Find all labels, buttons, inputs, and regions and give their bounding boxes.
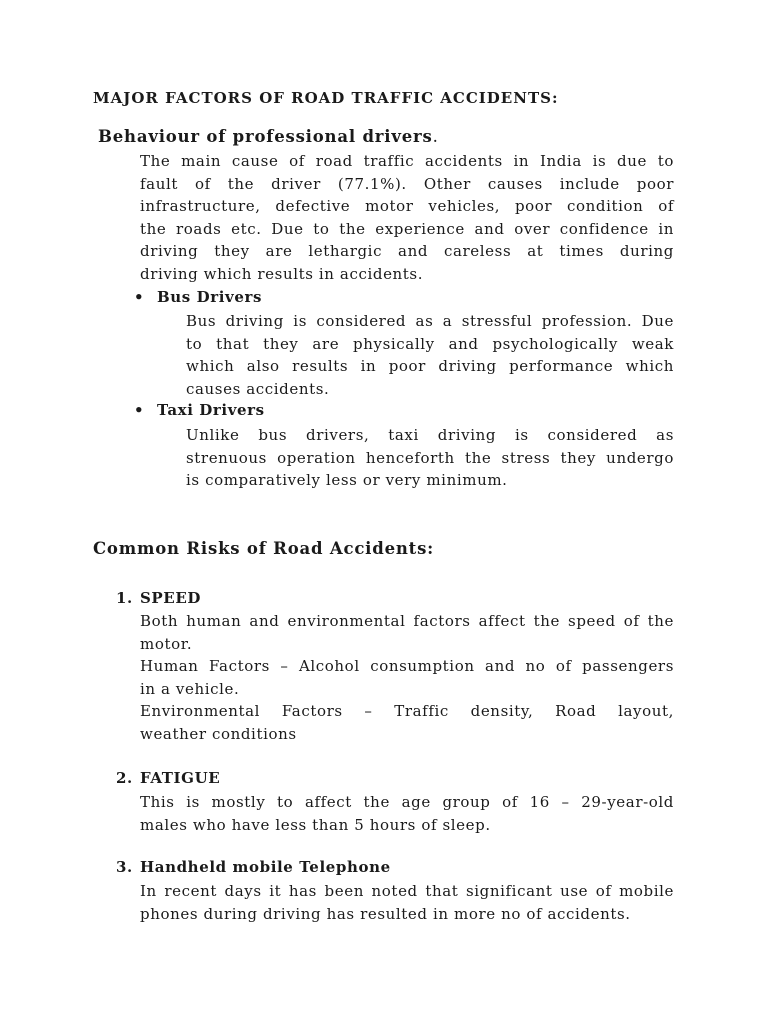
paragraph-line: In recent days it has been noted that significant use of mobile: [140, 882, 674, 900]
paragraph-line: strenuous operation henceforth the stress they undergo: [186, 448, 674, 467]
paragraph-line: Unlike bus drivers, taxi driving is considered as: [186, 426, 674, 444]
section-heading-suffix: .: [432, 127, 439, 146]
list-item-paragraph-speed: [140, 610, 674, 746]
list-number: 3.: [116, 858, 133, 876]
paragraph-line: driving they are lethargic and careless at times during: [140, 242, 674, 261]
paragraph-line: driving which results in accidents.: [140, 264, 424, 283]
section-heading-text: Behaviour of professional drivers: [98, 127, 433, 146]
list-item-label-handheld-mobile: Handheld mobile Telephone: [140, 858, 391, 876]
paragraph-line: to that they are physically and psychologically weak: [186, 334, 674, 353]
paragraph-line: males who have less than 5 hours of sleep.: [140, 815, 491, 834]
page-title: MAJOR FACTORS OF ROAD TRAFFIC ACCIDENTS:: [93, 89, 559, 107]
list-item-paragraph-fatigue: [140, 791, 674, 836]
list-item-paragraph-handheld-mobile: [140, 880, 674, 925]
list-number: 1.: [116, 589, 133, 607]
bullet-paragraph-taxi-drivers: [186, 424, 674, 492]
list-item-label-speed: SPEED: [140, 589, 201, 607]
bullet-label-bus-drivers: Bus Drivers: [157, 288, 263, 306]
section-heading-common-risks: Common Risks of Road Accidents:: [93, 539, 435, 558]
paragraph-line: weather conditions: [140, 724, 297, 743]
paragraph-line: The main cause of road traffic accidents in India is due to: [140, 152, 674, 170]
bullet-label-taxi-drivers: Taxi Drivers: [157, 401, 265, 419]
list-number: 2.: [116, 769, 133, 787]
bullet-marker: •: [134, 401, 145, 419]
paragraph-line: phones during driving has resulted in more no of accidents.: [140, 904, 631, 923]
list-item-label-fatigue: FATIGUE: [140, 769, 221, 787]
paragraph-line: the roads etc. Due to the experience and over confidence in: [140, 219, 674, 238]
paragraph-line: which also results in poor driving performance which: [186, 357, 674, 376]
section1-paragraph: [140, 150, 674, 286]
paragraph-line: Human Factors – Alcohol consumption and no of passengers: [140, 657, 674, 676]
paragraph-line: infrastructure, defective motor vehicles, poor condition of: [140, 197, 674, 216]
bullet-paragraph-bus-drivers: [186, 310, 674, 400]
paragraph-line: causes accidents.: [186, 379, 330, 398]
paragraph-line: Environmental Factors – Traffic density, Road layout,: [140, 702, 674, 721]
paragraph-line: Bus driving is considered as a stressful profession. Due: [186, 312, 674, 330]
paragraph-line: in a vehicle.: [140, 679, 240, 698]
paragraph-line: is comparatively less or very minimum.: [186, 471, 508, 490]
paragraph-line: fault of the driver (77.1%). Other causes include poor: [140, 174, 674, 193]
paragraph-line: This is mostly to affect the age group of 16 – 29-year-old: [140, 793, 674, 811]
section-heading-behaviour: [98, 127, 439, 146]
paragraph-line: Both human and environmental factors affect the speed of the: [140, 612, 674, 630]
bullet-marker: •: [134, 288, 145, 306]
paragraph-line: motor.: [140, 634, 193, 653]
